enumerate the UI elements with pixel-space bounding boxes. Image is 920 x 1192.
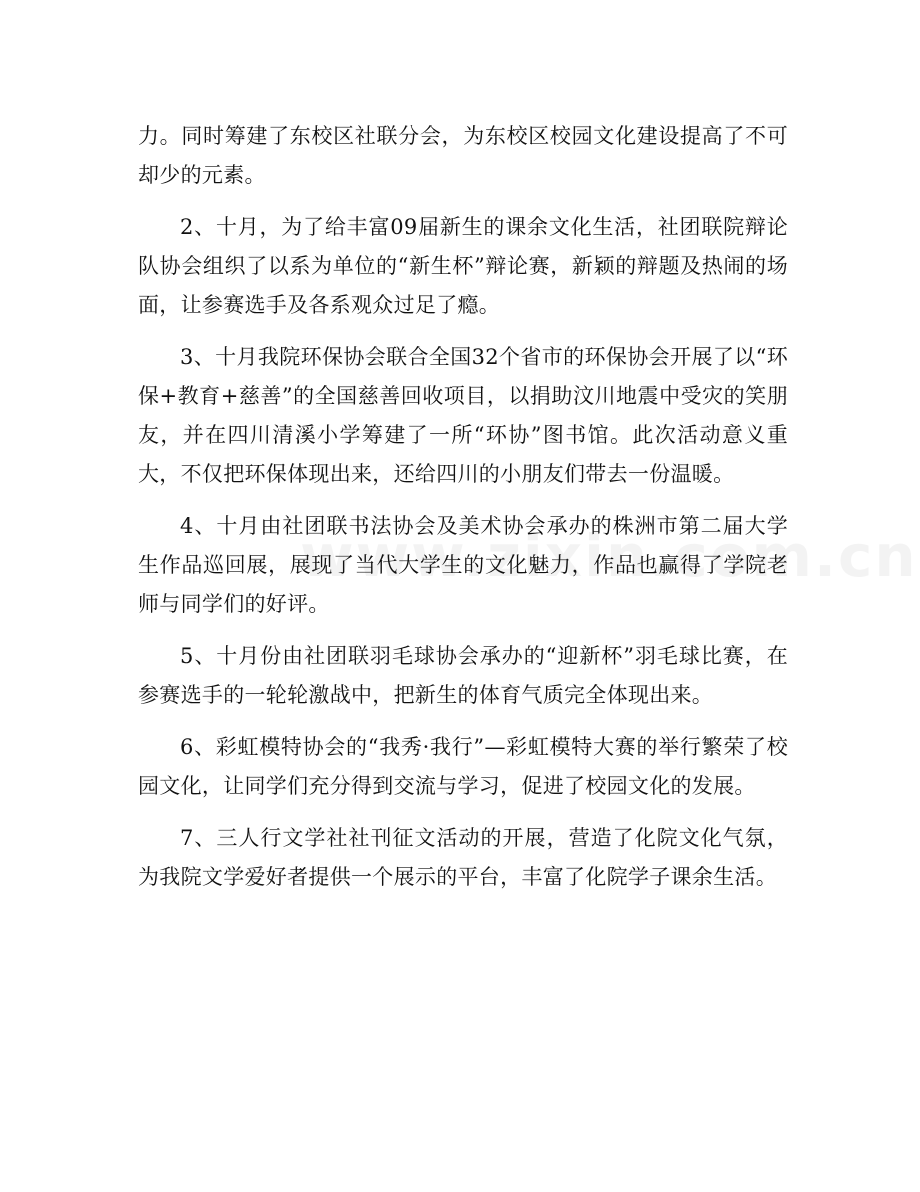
- paragraph-item-2: 2、十月，为了给丰富09届新生的课余文化生活，社团联院辩论队协会组织了以系为单位的“新生杯”辩论赛，新颖的辩题及热闹的场面，让参赛选手及各系观众过足了瘾。: [138, 215, 788, 317]
- paragraph-item-5: 5、十月份由社团联羽毛球协会承办的“迎新杯”羽毛球比赛，在参赛选手的一轮轮激战中，把新生的体育气质完全体现出来。: [138, 644, 788, 707]
- paragraph-item-6: 6、彩虹模特协会的“我秀·我行”—彩虹模特大赛的举行繁荣了校园文化，让同学们充分得到交流与学习，促进了校园文化的发展。: [138, 735, 788, 798]
- paragraph-continuation: 力。同时筹建了东校区社联分会，为东校区校园文化建设提高了不可却少的元素。: [138, 124, 788, 187]
- paragraph-item-3: 3、十月我院环保协会联合全国32个省市的环保协会开展了以“环保+教育+慈善”的全国慈善回收项目，以捐助汶川地震中受灾的笑朋友，并在四川清溪小学筹建了一所“环协”图书馆。此次活动意义重大，不仅把环保体现出来，还给四川的小朋友们带去一份温暖。: [138, 345, 788, 486]
- paragraph-item-4: 4、十月由社团联书法协会及美术协会承办的株洲市第二届大学生作品巡回展，展现了当代大学生的文化魅力，作品也赢得了学院老师与同学们的好评。: [138, 514, 788, 616]
- document-body: [138, 117, 788, 910]
- paragraph-item-7: 7、三人行文学社社刊征文活动的开展，营造了化院文化气氛，为我院文学爱好者提供一个展示的平台，丰富了化院学子课余生活。: [138, 826, 788, 889]
